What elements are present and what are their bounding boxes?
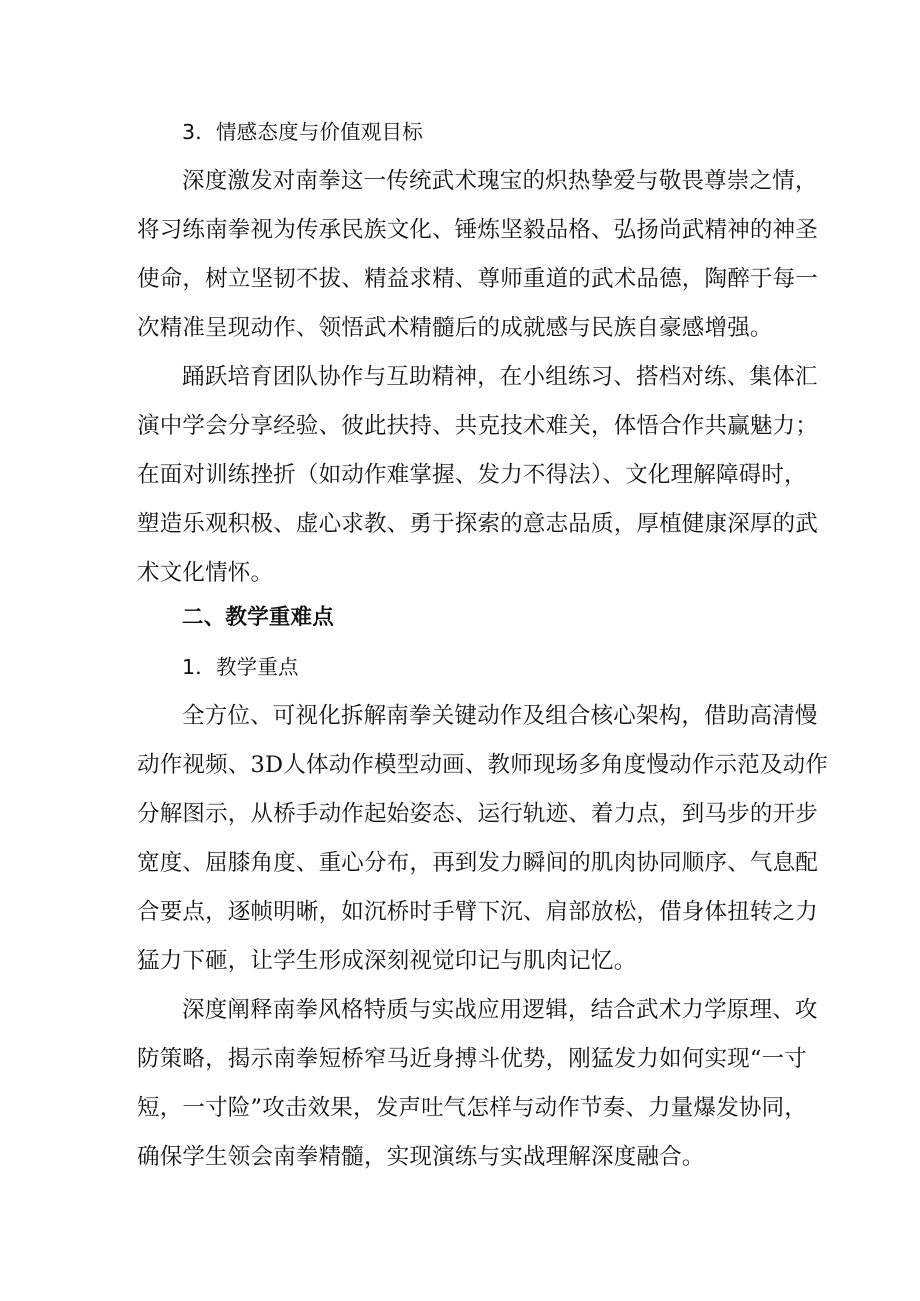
paragraph-line: 确保学生领会南拳精髓，实现演练与实战理解深度融合。	[137, 1144, 705, 1170]
paragraph-line: 演中学会分享经验、彼此扶持、共克技术难关，体悟合作共赢魅力；	[137, 413, 819, 439]
subsection-heading-teaching-focus: 1．教学重点	[182, 655, 299, 679]
section-heading-emotional-goals: 3．情感态度与价值观目标	[182, 120, 423, 144]
paragraph-line: 合要点，逐帧明晰，如沉桥时手臂下沉、肩部放松，借身体扭转之力	[137, 899, 819, 925]
paragraph-line: 踊跃培育团队协作与互助精神，在小组练习、搭档对练、集体汇	[182, 364, 818, 390]
paragraph-line: 宽度、屈膝角度、重心分布，再到发力瞬间的肌肉协同顺序、气息配	[137, 850, 819, 876]
paragraph-line: 塑造乐观积极、虚心求教、勇于探索的意志品质，厚植健康深厚的武	[137, 511, 819, 537]
paragraph-line: 短，一寸险”攻击效果，发声吐气怎样与动作节奏、力量爆发协同，	[137, 1095, 808, 1121]
paragraph-line: 动作视频、3D人体动作模型动画、教师现场多角度慢动作示范及动作	[137, 752, 829, 778]
section-heading-key-difficulties: 二、教学重难点	[182, 605, 334, 630]
paragraph-line: 防策略，揭示南拳短桥窄马近身搏斗优势，刚猛发力如何实现“一寸	[137, 1046, 808, 1072]
paragraph-line: 次精准呈现动作、领悟武术精髓后的成就感与民族自豪感增强。	[137, 315, 773, 341]
paragraph-line: 将习练南拳视为传承民族文化、锤炼坚毅品格、弘扬尚武精神的神圣	[137, 217, 819, 243]
paragraph-line: 在面对训练挫折（如动作难掌握、发力不得法）、文化理解障碍时，	[137, 462, 807, 488]
paragraph-line: 分解图示，从桥手动作起始姿态、运行轨迹、着力点，到马步的开步	[137, 801, 819, 827]
paragraph-line: 全方位、可视化拆解南拳关键动作及组合核心架构，借助高清慢	[182, 703, 818, 729]
paragraph-line: 使命，树立坚韧不拔、精益求精、尊师重道的武术品德，陶醉于每一	[137, 266, 819, 292]
paragraph-line: 猛力下砸，让学生形成深刻视觉印记与肌肉记忆。	[137, 948, 637, 974]
paragraph-line: 深度阐释南拳风格特质与实战应用逻辑，结合武术力学原理、攻	[182, 997, 818, 1023]
paragraph-line: 术文化情怀。	[137, 560, 274, 586]
paragraph-line: 深度激发对南拳这一传统武术瑰宝的炽热挚爱与敬畏尊崇之情，	[182, 168, 818, 194]
